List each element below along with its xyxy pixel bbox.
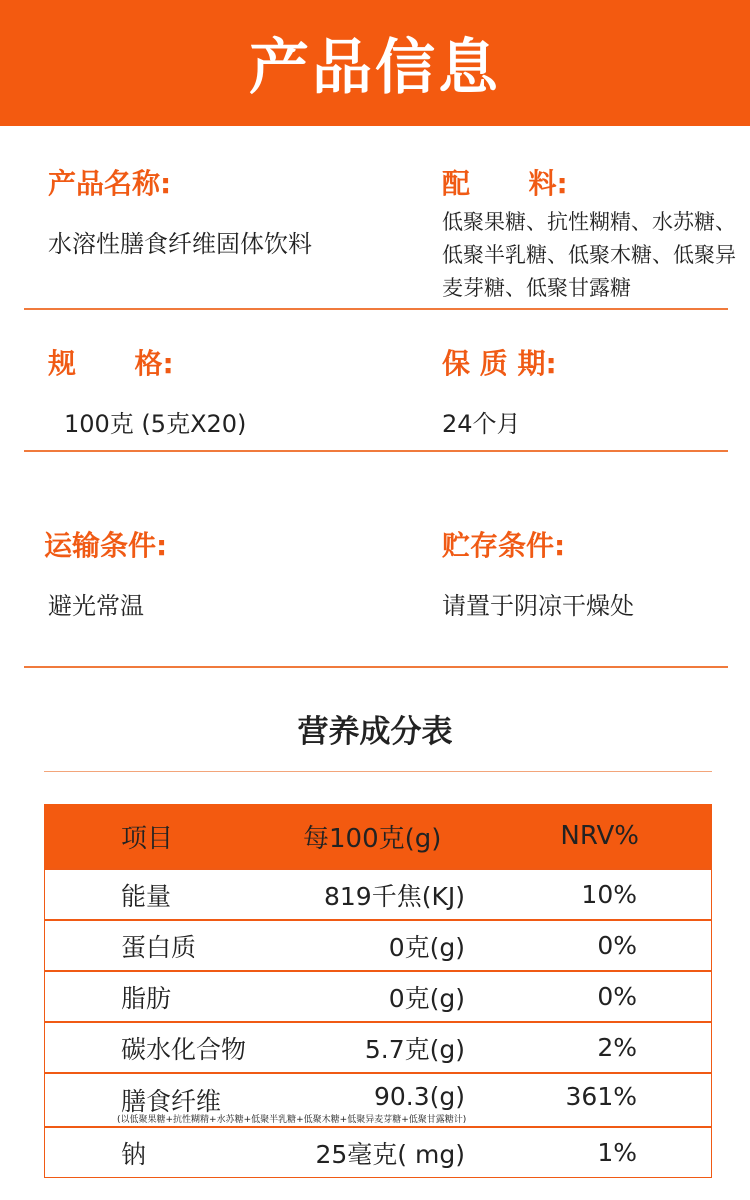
row-nrv: 0% — [597, 931, 637, 960]
spec-value: 100克 (5克X20) — [64, 410, 247, 438]
table-row — [45, 1072, 711, 1126]
ingredients-value: 低聚果糖、抗性糊精、水苏糖、低聚半乳糖、低聚木糖、低聚异麦芽糖、低聚甘露糖 — [442, 210, 736, 300]
product-name-value: 水溶性膳食纤维固体饮料 — [48, 230, 312, 258]
divider — [24, 666, 728, 668]
row-amount: 0克(g) — [388, 932, 465, 962]
row-nrv: 10% — [581, 880, 637, 909]
banner-title: 产品信息 — [249, 33, 501, 103]
header-nrv: NRV% — [560, 821, 639, 851]
nutrition-table — [44, 804, 712, 1178]
row-nrv: 1% — [597, 1138, 637, 1167]
table-row — [45, 919, 711, 970]
nutrition-table-header — [45, 804, 711, 868]
spec-label: 规 格: — [48, 347, 174, 380]
table-row — [45, 970, 711, 1021]
row-item: 能量 — [121, 881, 172, 911]
row-item: 膳食纤维 — [121, 1087, 222, 1116]
product-name-label: 产品名称: — [48, 167, 172, 200]
divider — [24, 308, 728, 310]
row-amount: 90.3(g) — [373, 1082, 465, 1111]
row-item: 蛋白质 — [121, 932, 197, 962]
header-amount: 每100克(g) — [303, 823, 442, 854]
divider — [24, 450, 728, 452]
storage-value: 请置于阴凉干燥处 — [442, 592, 634, 620]
nutrition-table-title: 营养成分表 — [297, 714, 453, 750]
row-item: 钠 — [121, 1139, 147, 1169]
ingredients-label: 配 料: — [442, 167, 568, 200]
row-amount: 819千焦(KJ) — [324, 881, 465, 911]
transport-label: 运输条件: — [44, 529, 168, 562]
header-item: 项目 — [121, 823, 174, 854]
row-nrv: 0% — [597, 982, 637, 1011]
storage-label: 贮存条件: — [442, 529, 566, 562]
table-row — [45, 1021, 711, 1072]
title-underline — [44, 771, 712, 772]
shelf-life-label: 保 质 期: — [442, 347, 557, 380]
row-item: 脂肪 — [121, 983, 172, 1013]
table-row — [45, 868, 711, 919]
table-row — [45, 1126, 711, 1177]
fiber-footnote: (以低聚果糖+抗性糊精+水苏糖+低聚半乳糖+低聚木糖+低聚异麦芽糖+低聚甘露糖计) — [117, 1115, 467, 1125]
row-nrv: 2% — [597, 1033, 637, 1062]
row-item: 碳水化合物 — [121, 1034, 247, 1064]
row-amount: 25毫克( mg) — [315, 1139, 465, 1169]
shelf-life-value: 24个月 — [442, 410, 521, 438]
row-amount: 0克(g) — [388, 983, 465, 1013]
row-nrv: 361% — [565, 1082, 637, 1111]
row-amount: 5.7克(g) — [364, 1034, 465, 1064]
page-banner — [0, 0, 750, 126]
transport-value: 避光常温 — [48, 592, 144, 620]
